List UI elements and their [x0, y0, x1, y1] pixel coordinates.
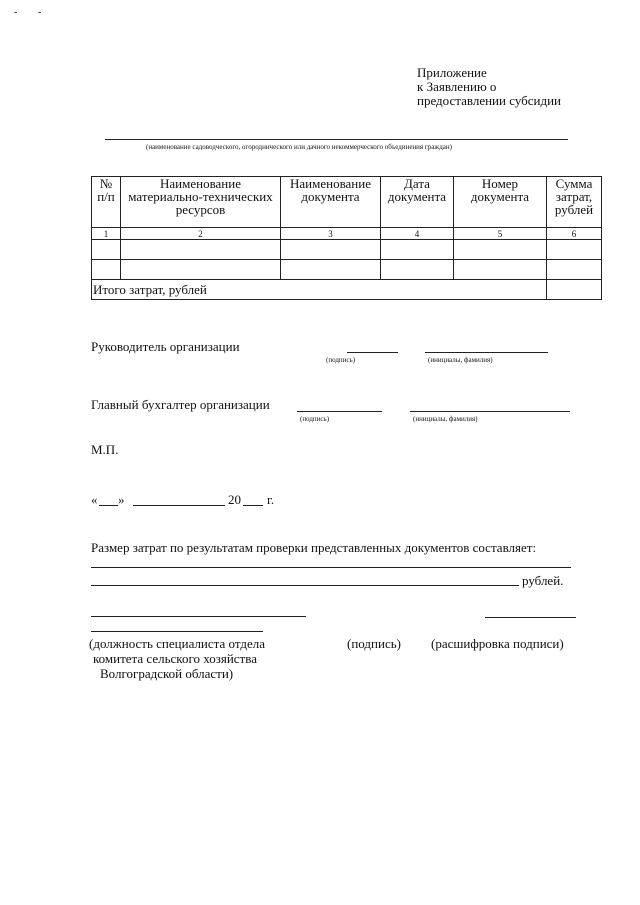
documents-table: [91, 176, 602, 300]
table-row: [92, 240, 602, 260]
total-value-cell[interactable]: [547, 280, 602, 300]
specialist-name-line[interactable]: [485, 617, 576, 618]
table-cell[interactable]: [121, 240, 281, 260]
specialist-name-caption: (расшифровка подписи): [431, 636, 564, 651]
col-number: 3: [281, 228, 381, 240]
table-cell[interactable]: [547, 240, 602, 260]
specialist-sign-caption: (подпись): [347, 636, 401, 651]
chief-accountant-label: Главный бухгалтер организации: [91, 397, 270, 412]
costs-unit: рублей.: [522, 573, 564, 588]
accountant-name-caption: (инициалы, фамилия): [413, 415, 478, 423]
head-sign-line[interactable]: [347, 352, 398, 353]
table-row: [92, 260, 602, 280]
table-cell[interactable]: [381, 260, 454, 280]
date-open-quote: «: [91, 492, 98, 507]
col-header-date: Дата документа: [381, 177, 454, 228]
col-header-doc-number: Номер документа: [454, 177, 547, 228]
col-header-number: № п/п: [92, 177, 121, 228]
date-close-quote: »: [118, 492, 125, 507]
costs-amount-line[interactable]: [91, 585, 519, 586]
corner-mark: -: [14, 7, 18, 18]
annex-line: Приложение: [417, 65, 487, 80]
table-cell[interactable]: [454, 240, 547, 260]
total-label: Итого затрат, рублей: [92, 280, 547, 300]
specialist-position-caption: комитета сельского хозяйства: [93, 651, 257, 666]
annex-line: предоставлении субсидии: [417, 93, 562, 108]
col-number: 2: [121, 228, 281, 240]
head-org-label: Руководитель организации: [91, 339, 240, 354]
date-year-prefix: 20: [228, 492, 241, 507]
annex-line: к Заявлению о: [417, 79, 497, 94]
table-cell[interactable]: [281, 260, 381, 280]
head-name-caption: (инициалы, фамилия): [428, 356, 493, 364]
head-sign-caption: (подпись): [326, 356, 356, 364]
col-number: 4: [381, 228, 454, 240]
stamp-place: М.П.: [91, 442, 119, 457]
specialist-position-caption: Волгоградской области): [100, 666, 234, 681]
date-day-line[interactable]: [99, 505, 118, 506]
table-cell[interactable]: [121, 260, 281, 280]
head-name-line[interactable]: [425, 352, 548, 353]
corner-mark: -: [38, 7, 42, 18]
col-number: 5: [454, 228, 547, 240]
table-numbering-row: [92, 228, 602, 240]
date-month-line[interactable]: [133, 505, 225, 506]
specialist-position-caption: (должность специалиста отдела: [89, 636, 266, 651]
col-header-resources: Наименование материально-технических ресурсов: [121, 177, 281, 228]
col-number: 6: [547, 228, 602, 240]
specialist-position-line-2[interactable]: [91, 631, 263, 632]
accountant-sign-line[interactable]: [297, 411, 382, 412]
table-total-row: [92, 280, 602, 300]
table-cell[interactable]: [381, 240, 454, 260]
costs-statement: Размер затрат по результатам проверки представленных документов составляет:: [91, 540, 537, 555]
table-cell[interactable]: [281, 240, 381, 260]
date-year-line[interactable]: [243, 505, 263, 506]
org-name-line: [105, 139, 568, 140]
accountant-sign-caption: (подпись): [300, 415, 330, 423]
table-header-row: [92, 177, 602, 228]
col-header-document: Наименование документа: [281, 177, 381, 228]
table-cell[interactable]: [547, 260, 602, 280]
col-number: 1: [92, 228, 121, 240]
accountant-name-line[interactable]: [410, 411, 570, 412]
col-header-sum: Сумма затрат, рублей: [547, 177, 602, 228]
costs-line[interactable]: [91, 567, 571, 568]
date-year-suffix: г.: [267, 492, 275, 507]
table-cell[interactable]: [92, 240, 121, 260]
table-cell[interactable]: [454, 260, 547, 280]
table-cell[interactable]: [92, 260, 121, 280]
org-name-caption: (наименование садоводческого, огороднического или дачного некоммерческого объединения граждан): [146, 143, 452, 151]
specialist-position-line[interactable]: [91, 616, 306, 617]
